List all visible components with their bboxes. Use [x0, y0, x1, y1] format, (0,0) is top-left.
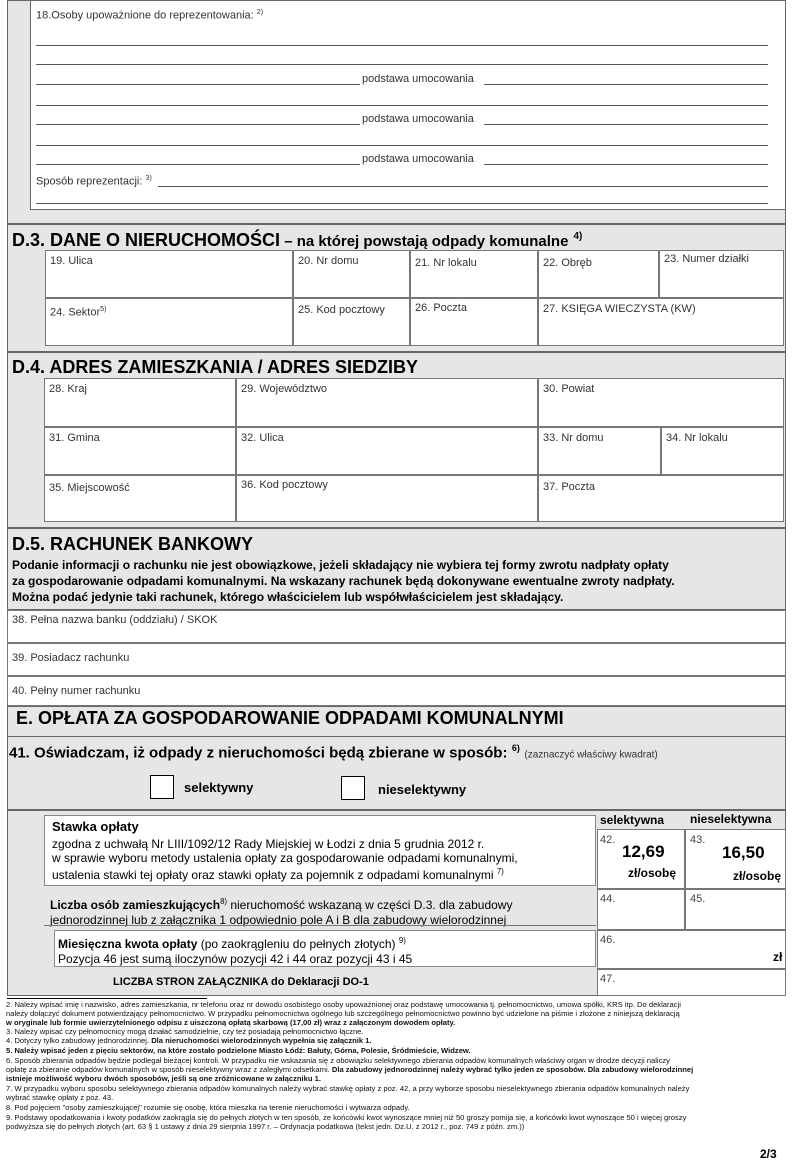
field-23-plot-number[interactable]: 23. Numer działki: [659, 250, 784, 298]
divider: [7, 736, 786, 737]
footnote-6: istnieje możliwość wyboru dwóch sposobów, jeśli są one zróżnicowane w załączniku 1.: [6, 1074, 321, 1083]
field-21-apartment-number[interactable]: 21. Nr lokalu: [410, 250, 538, 298]
rate-text-line: w sprawie wyboru metody ustalenia opłaty za gospodarowanie odpadami komunalnymi,: [52, 851, 518, 865]
field-24-sector[interactable]: 24. Sektor$^{5)}$: [45, 298, 293, 346]
rate-title: Stawka opłaty: [52, 819, 139, 834]
basis-line[interactable]: [484, 164, 768, 165]
selective-checkbox[interactable]: [150, 775, 174, 799]
monthly-text-line: Miesięczna kwota opłaty (po zaokrągleniu do pełnych złotych) $^{9)}$: [58, 936, 406, 951]
field-44-persons-selective[interactable]: 44.: [597, 889, 685, 930]
field-46-monthly-amount[interactable]: 46.: [597, 930, 786, 969]
monthly-text: [58, 933, 412, 967]
field-33-house-number[interactable]: 33. Nr domu: [538, 427, 661, 475]
field-19-street[interactable]: 19. Ulica: [45, 250, 293, 298]
footnote-2: w oryginale lub formie uwierzytelnionego odpisu z uiszczoną opłatą skarbową (17,00 zł) wraz z załączonym dowodem opłaty.: [6, 1018, 456, 1027]
rate-resolution-text: [52, 837, 518, 882]
field-26-post-office[interactable]: 26. Poczta: [410, 298, 538, 346]
field-35-locality[interactable]: 35. Miejscowość: [44, 475, 236, 522]
representative-line[interactable]: [36, 84, 360, 85]
field-36-postal-code[interactable]: 36. Kod pocztowy: [236, 475, 538, 522]
footnote-4: 4. Dotyczy tylko zabudowy jednorodzinnej. Dla nieruchomości wielorodzinnych wypełnia się załącznik 1.: [6, 1036, 372, 1045]
field-37-post-office[interactable]: 37. Poczta: [538, 475, 784, 522]
field-39-account-holder[interactable]: 39. Posiadacz rachunku: [7, 643, 786, 676]
persons-text-line: jednorodzinnej lub z załącznika 1 odpowiednio pole A i B dla zabudowy wielorodzinnej: [50, 913, 507, 927]
footnote-9: podwyższa się do pełnych złotych (art. 63 § 1 ustawy z dnia 29 sierpnia 1997 r. – Ordynacja podatkowa (tekst jedn. Dz.U. z 2012 r., poz. 749 z późn. zm.)): [6, 1122, 525, 1131]
field-29-voivodeship[interactable]: 29. Województwo: [236, 378, 538, 427]
currency-label: zł: [773, 950, 783, 964]
field-27-land-register[interactable]: 27. KSIĘGA WIECZYSTA (KW): [538, 298, 784, 346]
manner-label: Sposób reprezentacji: $^{3)}$: [36, 174, 152, 188]
representative-line[interactable]: [36, 203, 768, 204]
basis-label: podstawa umocowania: [362, 73, 474, 85]
e-title: E. OPŁATA ZA GOSPODAROWANIE ODPADAMI KOMUNALNYMI: [16, 708, 564, 728]
basis-line[interactable]: [484, 84, 768, 85]
basis-label: podstawa umocowania: [362, 113, 474, 125]
field-30-county[interactable]: 30. Powiat: [538, 378, 784, 427]
d5-info: [12, 557, 675, 605]
page-number: 2/3: [760, 1147, 777, 1161]
nonselective-checkbox[interactable]: [341, 776, 365, 800]
field-34-apartment-number[interactable]: 34. Nr lokalu: [661, 427, 784, 475]
field-20-house-number[interactable]: 20. Nr domu: [293, 250, 410, 298]
nonselective-label: nieselektywny: [378, 782, 467, 797]
field-40-account-number[interactable]: 40. Pełny numer rachunku: [7, 676, 786, 706]
representative-line[interactable]: [36, 64, 768, 65]
representative-line[interactable]: [36, 105, 768, 106]
rate-selective-unit: zł/osobę: [628, 866, 677, 880]
divider: [44, 925, 596, 926]
rate-nonselective-value: 16,50: [722, 843, 765, 862]
field-25-postal-code[interactable]: 25. Kod pocztowy: [293, 298, 410, 346]
footnote-3: 3. Należy wpisać czy pełnomocnicy mogą działać samodzielnie, czy też posiadają pełnomocnictwo łączne.: [6, 1027, 364, 1036]
col-header-selective: selektywna: [600, 813, 665, 827]
rate-text-line: ustalenia stawki tej opłaty oraz stawki opłaty za pojemnik z odpadami komunalnymi $^{7)}$: [52, 867, 504, 882]
field-42-rate-selective[interactable]: 42.: [597, 829, 685, 889]
d5-info-line: Można podać jedynie taki rachunek, którego właścicielem lub współwłaścicielem jest składający.: [12, 590, 564, 604]
field-38-bank-name[interactable]: 38. Pełna nazwa banku (oddziału) / SKOK: [7, 610, 786, 643]
persons-text-line: Liczba osób zamieszkujących$^{8)}$ nieruchomość wskazaną w części D.3. dla zabudowy: [50, 897, 513, 912]
field-31-commune[interactable]: 31. Gmina: [44, 427, 236, 475]
d3-title: D.3. DANE O NIERUCHOMOŚCI – na której powstają odpady komunalne $^{4)}$: [12, 230, 583, 250]
representative-line[interactable]: [36, 164, 360, 165]
basis-line[interactable]: [484, 124, 768, 125]
field-47-attachment-pages[interactable]: 47.: [597, 969, 786, 996]
attachment-pages-label: LICZBA STRON ZAŁĄCZNIKA do Deklaracji DO-1: [113, 976, 369, 988]
footnote-2: należy dołączyć dokument potwierdzający pełnomocnictwo. W przypadku pełnomocnictwa ogólnego lub szczególnego pełnomocnictwo powinno być udzielone na piśmie i złożone z niniejszą deklaracją: [6, 1009, 680, 1018]
representatives-label: 18.Osoby upoważnione do reprezentowania: $^{2)}$: [36, 8, 264, 22]
field-22-precinct[interactable]: 22. Obręb: [538, 250, 659, 298]
footnote-6: opłatę za zbieranie odpadów komunalnych w sposób nieselektywny wraz z zaległymi odsetkami. Dla zabudowy jednorodzinnej należy wybrać tylko jeden ze sposobów. Dla zabudowy wielorodzinnej: [6, 1065, 694, 1074]
monthly-text-line: Pozycja 46 jest sumą iloczynów pozycji 42 i 44 oraz pozycji 43 i 45: [58, 952, 413, 966]
basis-label: podstawa umocowania: [362, 153, 474, 165]
persons-text: [50, 894, 512, 928]
q41-statement: 41. Oświadczam, iż odpady z nieruchomości będą zbierane w sposób: $^{6)}$ (zaznaczyć właściwy kwadrat): [9, 743, 658, 762]
footnote-8: 8. Pod pojęciem "osoby zamieszkującej" rozumie się osobę, która mieszka na terenie nieruchomości i wytwarza odpady.: [6, 1103, 410, 1112]
rate-text-line: zgodna z uchwałą Nr LIII/1092/12 Rady Miejskiej w Łodzi z dnia 5 grudnia 2012 r.: [52, 837, 485, 851]
footnote-7: 7. W przypadku wyboru sposobu selektywnego zbierania odpadów komunalnych należy wybrać stawkę opłaty z poz. 42, a przy wyborze sposobu nieselektywnego zbierania odpadów komunalnych należy: [6, 1084, 690, 1093]
representative-line[interactable]: [36, 45, 768, 46]
footnote-separator: [7, 998, 207, 999]
footnote-2: 2. Należy wpisać imię i nazwisko, adres zamieszkania, nr telefonu oraz nr dowodu osobistego osoby upoważnionej oraz podstawę umocowania tj. pełnomocnictwo, umowa spółki, KRS itp. Do deklaracji: [6, 1000, 681, 1009]
manner-line[interactable]: [158, 186, 768, 187]
d4-title: D.4. ADRES ZAMIESZKANIA / ADRES SIEDZIBY: [12, 357, 419, 377]
selective-label: selektywny: [184, 780, 254, 795]
footnote-6: 6. Sposób zbierania odpadów będzie podlegał bieżącej kontroli. W przypadku nie wskazania się z obowiązku selektywnego zbierania odpadów komunalnych właściwy organ w drodze decyzji naliczy: [6, 1056, 670, 1065]
d5-info-line: za gospodarowanie odpadami komunalnymi. Na wskazany rachunek będą dokonywane ewentualne zwroty nadpłaty.: [12, 574, 675, 588]
footnote-5: 5. Należy wpisać jeden z pięciu sektorów, na które zostało podzielone Miasto Łódź: Bałuty, Górna, Polesie, Śródmieście, Widzew.: [6, 1046, 471, 1055]
field-28-country[interactable]: 28. Kraj: [44, 378, 236, 427]
footnote-9: 9. Podstawy opodatkowania i kwoty podatków zaokrągla się do pełnych złotych w ten sposób, że końcówki kwot wynoszące mniej niż 50 groszy pomija się, a końcówki kwot wynoszące 50 i więcej groszy: [6, 1113, 687, 1122]
rate-nonselective-unit: zł/osobę: [733, 869, 782, 883]
footnote-7: wybrać stawkę opłaty z poz. 43.: [6, 1093, 114, 1102]
field-32-street[interactable]: 32. Ulica: [236, 427, 538, 475]
d5-title: D.5. RACHUNEK BANKOWY: [12, 534, 254, 554]
field-45-persons-nonselective[interactable]: 45.: [685, 889, 786, 930]
representative-line[interactable]: [36, 145, 768, 146]
rate-selective-value: 12,69: [622, 842, 665, 861]
d5-info-line: Podanie informacji o rachunku nie jest obowiązkowe, jeżeli składający nie wybiera tej formy zwrotu nadpłaty opłaty: [12, 558, 669, 572]
field-43-rate-nonselective[interactable]: 43.: [685, 829, 786, 889]
col-header-nonselective: nieselektywna: [690, 812, 772, 826]
representative-line[interactable]: [36, 124, 360, 125]
